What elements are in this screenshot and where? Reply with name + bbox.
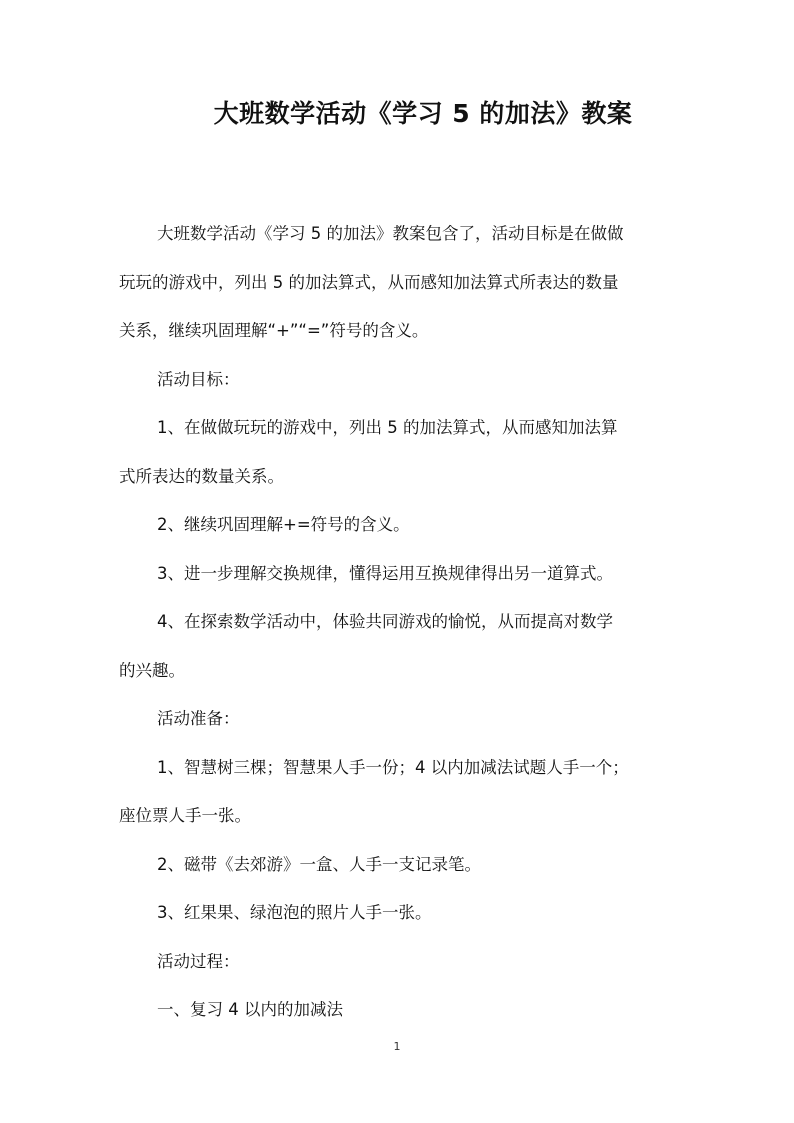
paragraph-line: 4、在探索数学活动中，体验共同游戏的愉悦，从而提高对数学 bbox=[157, 612, 613, 631]
paragraph-line: 一、复习 4 以内的加减法 bbox=[157, 1000, 343, 1019]
paragraph-line: 2、继续巩固理解+=符号的含义。 bbox=[157, 515, 410, 534]
paragraph-line: 2、磁带《去郊游》一盒、人手一支记录笔。 bbox=[157, 854, 481, 874]
document-title: 大班数学活动《学习 5 的加法》教案 bbox=[213, 99, 633, 128]
paragraph-line: 座位票人手一张。 bbox=[119, 806, 251, 825]
paragraph-line: 关系，继续巩固理解“+”“=”符号的含义。 bbox=[119, 321, 429, 340]
paragraph-line: 1、智慧树三棵；智慧果人手一份；4 以内加减法试题人手一个； bbox=[157, 757, 629, 777]
paragraph-line: 玩玩的游戏中，列出 5 的加法算式，从而感知加法算式所表达的数量 bbox=[119, 272, 619, 292]
paragraph-line: 大班数学活动《学习 5 的加法》教案包含了，活动目标是在做做 bbox=[157, 224, 624, 243]
paragraph-line: 的兴趣。 bbox=[119, 660, 185, 680]
page-number: 1 bbox=[393, 1040, 401, 1053]
paragraph-line: 3、红果果、绿泡泡的照片人手一张。 bbox=[157, 903, 432, 922]
section-heading-preparation: 活动准备： bbox=[157, 709, 240, 728]
paragraph-line: 3、进一步理解交换规律，懂得运用互换规律得出另一道算式。 bbox=[157, 563, 613, 583]
section-heading-process: 活动过程： bbox=[157, 951, 240, 971]
paragraph-line: 1、在做做玩玩的游戏中，列出 5 的加法算式，从而感知加法算 bbox=[157, 418, 618, 437]
section-heading-objectives: 活动目标： bbox=[157, 369, 240, 389]
paragraph-line: 式所表达的数量关系。 bbox=[119, 466, 284, 486]
document-body bbox=[119, 210, 679, 1035]
